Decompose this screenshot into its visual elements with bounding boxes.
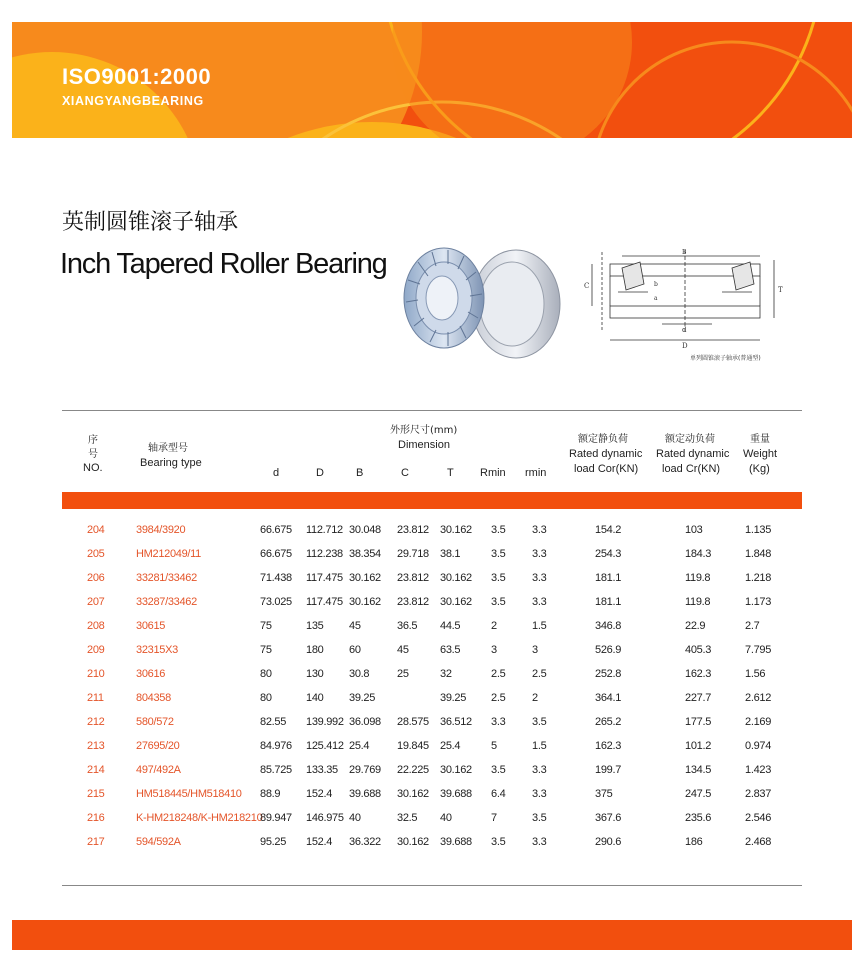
- cell-D: 152.4: [306, 836, 333, 848]
- cell-bearing-type: 32315X3: [136, 644, 178, 656]
- table-row: [0, 620, 854, 644]
- cell-rmin: 3.3: [532, 524, 547, 536]
- cell-no: 216: [87, 812, 105, 824]
- cell-T: 30.162: [440, 764, 472, 776]
- drawing-caption: 单列圆锥滚子轴承(普通型): [690, 355, 761, 362]
- cell-D: 152.4: [306, 788, 333, 800]
- cell-bearing-type: 3984/3920: [136, 524, 186, 536]
- cell-C: 30.162: [397, 788, 429, 800]
- cell-weight: 2.837: [745, 788, 772, 800]
- header-dynamic-load-en-2: load Cr(KN): [662, 463, 721, 475]
- cell-B: 30.162: [349, 596, 381, 608]
- table-row: [0, 740, 854, 764]
- drawing-label-D: D: [682, 342, 688, 350]
- bearing-photo: [398, 242, 564, 364]
- cell-T: 39.25: [440, 692, 467, 704]
- cell-C: 23.812: [397, 596, 429, 608]
- cell-B: 36.098: [349, 716, 381, 728]
- cell-B: 60: [349, 644, 361, 656]
- cell-no: 210: [87, 668, 105, 680]
- cell-no: 211: [87, 692, 104, 704]
- table-row: [0, 524, 854, 548]
- cell-B: 30.048: [349, 524, 381, 536]
- cell-no: 204: [87, 524, 105, 536]
- cell-T: 25.4: [440, 740, 461, 752]
- cell-C: 25: [397, 668, 409, 680]
- table-row: [0, 836, 854, 860]
- cell-d: 85.725: [260, 764, 292, 776]
- cell-dynamic-load: 134.5: [685, 764, 712, 776]
- cell-dynamic-load: 184.3: [685, 548, 712, 560]
- cell-rmin: 3.5: [532, 716, 547, 728]
- cell-no: 205: [87, 548, 105, 560]
- header-rmin: rmin: [525, 467, 547, 479]
- cell-B: 40: [349, 812, 361, 824]
- cell-d: 71.438: [260, 572, 292, 584]
- brand-company-name: XIANGYANGBEARING: [62, 94, 204, 108]
- cell-B: 45: [349, 620, 361, 632]
- cell-rmin: 3.3: [532, 788, 547, 800]
- cell-bearing-type: 497/492A: [136, 764, 181, 776]
- cell-rmin: 2.5: [532, 668, 547, 680]
- cell-Rmin: 3.5: [491, 524, 506, 536]
- cell-static-load: 290.6: [595, 836, 622, 848]
- cell-no: 207: [87, 596, 105, 608]
- table-bottom-rule: [62, 885, 802, 886]
- cell-Rmin: 3.5: [491, 596, 506, 608]
- cell-rmin: 3.3: [532, 572, 547, 584]
- cell-Rmin: 3: [491, 644, 497, 656]
- cell-T: 39.688: [440, 788, 472, 800]
- cell-weight: 2.468: [745, 836, 772, 848]
- cell-d: 82.55: [260, 716, 287, 728]
- table-row: [0, 596, 854, 620]
- header-weight-en-2: (Kg): [749, 463, 770, 475]
- cell-D: 139.992: [306, 716, 344, 728]
- header-static-load-en-2: load Cor(KN): [574, 463, 639, 475]
- cell-bearing-type: 804358: [136, 692, 171, 704]
- cell-D: 112.238: [306, 548, 343, 560]
- cell-weight: 1.423: [745, 764, 772, 776]
- cell-Rmin: 2.5: [491, 668, 506, 680]
- cell-C: 45: [397, 644, 409, 656]
- cell-rmin: 2: [532, 692, 538, 704]
- cell-d: 73.025: [260, 596, 292, 608]
- cell-B: 30.162: [349, 572, 381, 584]
- drawing-label-a: a: [654, 295, 658, 302]
- cell-Rmin: 3.5: [491, 572, 506, 584]
- header-type-cn: 轴承型号: [148, 443, 188, 454]
- cell-no: 215: [87, 788, 105, 800]
- table-row: [0, 764, 854, 788]
- cell-T: 63.5: [440, 644, 461, 656]
- header-D-outer: D: [316, 467, 324, 479]
- table-top-rule: [62, 410, 802, 411]
- cell-C: 23.812: [397, 572, 429, 584]
- table-header-bar: [62, 492, 802, 509]
- drawing-label-d: d: [682, 326, 687, 334]
- drawing-label-B: B: [682, 249, 687, 256]
- cell-bearing-type: 594/592A: [136, 836, 181, 848]
- cell-dynamic-load: 177.5: [685, 716, 712, 728]
- cell-dynamic-load: 22.9: [685, 620, 706, 632]
- cell-no: 208: [87, 620, 105, 632]
- cell-C: 19.845: [397, 740, 429, 752]
- cell-rmin: 3.3: [532, 836, 547, 848]
- table-row: [0, 548, 854, 572]
- cell-T: 40: [440, 812, 452, 824]
- header-type-en: Bearing type: [140, 457, 202, 469]
- cell-D: 130: [306, 668, 324, 680]
- brand-iso-label: ISO9001:2000: [62, 64, 212, 89]
- top-banner: [12, 22, 852, 138]
- cell-d: 89.947: [260, 812, 292, 824]
- cell-d: 88.9: [260, 788, 281, 800]
- header-no-cn-1: 序: [88, 435, 98, 446]
- cell-Rmin: 3.5: [491, 548, 506, 560]
- cell-T: 30.162: [440, 572, 472, 584]
- header-weight-cn: 重量: [750, 434, 770, 445]
- cell-Rmin: 2.5: [491, 692, 506, 704]
- drawing-label-b: b: [654, 281, 658, 288]
- cell-static-load: 154.2: [595, 524, 622, 536]
- header-no-en: NO.: [83, 462, 103, 474]
- cell-dynamic-load: 247.5: [685, 788, 712, 800]
- cell-static-load: 375: [595, 788, 613, 800]
- header-Rmin: Rmin: [480, 467, 506, 479]
- cell-C: 28.575: [397, 716, 429, 728]
- cell-no: 212: [87, 716, 105, 728]
- cell-bearing-type: 30615: [136, 620, 166, 632]
- cell-static-load: 252.8: [595, 668, 622, 680]
- cell-static-load: 181.1: [595, 596, 622, 608]
- cell-C: 36.5: [397, 620, 418, 632]
- cell-weight: 1.56: [745, 668, 766, 680]
- cell-D: 117.475: [306, 596, 343, 608]
- cell-bearing-type: HM518445/HM518410: [136, 788, 242, 800]
- cell-bearing-type: 33281/33462: [136, 572, 197, 584]
- header-dynamic-load-cn: 额定动负荷: [665, 434, 715, 445]
- cell-D: 180: [306, 644, 324, 656]
- cell-rmin: 3.3: [532, 548, 547, 560]
- bearing-table-body: [0, 524, 854, 860]
- cell-bearing-type: 27695/20: [136, 740, 180, 752]
- header-d: d: [273, 467, 280, 479]
- table-row: [0, 692, 854, 716]
- drawing-label-C: C: [584, 282, 590, 290]
- cell-weight: 0.974: [745, 740, 772, 752]
- cell-D: 140: [306, 692, 324, 704]
- cell-d: 75: [260, 644, 272, 656]
- drawing-label-T: T: [778, 286, 783, 294]
- cell-C: 23.812: [397, 524, 429, 536]
- cell-rmin: 1.5: [532, 740, 547, 752]
- cell-no: 214: [87, 764, 105, 776]
- table-row: [0, 812, 854, 836]
- cell-B: 38.354: [349, 548, 381, 560]
- header-static-load-cn: 额定静负荷: [578, 434, 628, 445]
- cell-weight: 2.169: [745, 716, 772, 728]
- header-no-cn-2: 号: [88, 449, 98, 460]
- cell-static-load: 181.1: [595, 572, 622, 584]
- header-C: C: [401, 467, 409, 479]
- header-dimension-en: Dimension: [398, 439, 450, 451]
- cell-weight: 1.135: [745, 524, 772, 536]
- cell-weight: 1.218: [745, 572, 772, 584]
- cell-rmin: 3.5: [532, 812, 547, 824]
- cell-C: 32.5: [397, 812, 418, 824]
- cell-weight: 2.7: [745, 620, 760, 632]
- cell-static-load: 199.7: [595, 764, 622, 776]
- table-row: [0, 788, 854, 812]
- cell-dynamic-load: 235.6: [685, 812, 712, 824]
- cell-Rmin: 5: [491, 740, 497, 752]
- header-B: B: [356, 467, 364, 479]
- cell-no: 213: [87, 740, 105, 752]
- cell-dynamic-load: 227.7: [685, 692, 712, 704]
- cell-Rmin: 6.4: [491, 788, 506, 800]
- cell-D: 112.712: [306, 524, 343, 536]
- cell-B: 29.769: [349, 764, 381, 776]
- cell-d: 95.25: [260, 836, 287, 848]
- cell-dynamic-load: 103: [685, 524, 703, 536]
- cell-weight: 2.612: [745, 692, 772, 704]
- cell-T: 44.5: [440, 620, 461, 632]
- cell-T: 39.688: [440, 836, 472, 848]
- header-weight-en-1: Weight: [743, 448, 778, 460]
- cell-Rmin: 2: [491, 620, 497, 632]
- cell-d: 75: [260, 620, 272, 632]
- title-chinese: 英制圆锥滚子轴承: [62, 210, 239, 235]
- cell-weight: 2.546: [745, 812, 772, 824]
- cell-dynamic-load: 186: [685, 836, 703, 848]
- cell-B: 36.322: [349, 836, 381, 848]
- cell-static-load: 254.3: [595, 548, 622, 560]
- cell-Rmin: 3.5: [491, 836, 506, 848]
- cell-T: 30.162: [440, 596, 472, 608]
- header-T: T: [447, 467, 454, 479]
- cell-dynamic-load: 119.8: [685, 572, 711, 584]
- cell-Rmin: 3.3: [491, 716, 506, 728]
- cell-B: 25.4: [349, 740, 370, 752]
- cell-weight: 7.795: [745, 644, 772, 656]
- cell-D: 125.412: [306, 740, 344, 752]
- cell-d: 80: [260, 692, 272, 704]
- header-dimension-cn: 外形尺寸(mm): [390, 425, 458, 436]
- cell-B: 39.688: [349, 788, 381, 800]
- cell-weight: 1.173: [745, 596, 772, 608]
- cell-static-load: 364.1: [595, 692, 622, 704]
- cell-T: 32: [440, 668, 452, 680]
- cell-no: 209: [87, 644, 105, 656]
- cell-D: 133.35: [306, 764, 338, 776]
- cell-D: 135: [306, 620, 324, 632]
- header-static-load-en-1: Rated dynamic: [569, 448, 643, 460]
- table-row: [0, 572, 854, 596]
- cell-dynamic-load: 119.8: [685, 596, 711, 608]
- cell-B: 30.8: [349, 668, 370, 680]
- cell-bearing-type: 30616: [136, 668, 166, 680]
- cell-T: 36.512: [440, 716, 472, 728]
- table-row: [0, 668, 854, 692]
- table-row: [0, 644, 854, 668]
- cell-rmin: 1.5: [532, 620, 547, 632]
- header-dynamic-load-en-1: Rated dynamic: [656, 448, 730, 460]
- cell-weight: 1.848: [745, 548, 772, 560]
- cell-bearing-type: K-HM218248/K-HM218210: [136, 812, 263, 824]
- cell-d: 66.675: [260, 548, 292, 560]
- cell-static-load: 265.2: [595, 716, 622, 728]
- cell-d: 80: [260, 668, 272, 680]
- cell-static-load: 367.6: [595, 812, 622, 824]
- cell-D: 117.475: [306, 572, 343, 584]
- cell-dynamic-load: 405.3: [685, 644, 712, 656]
- cell-C: 30.162: [397, 836, 429, 848]
- title-english: Inch Tapered Roller Bearing: [60, 248, 387, 280]
- cell-Rmin: 3.5: [491, 764, 506, 776]
- cell-static-load: 162.3: [595, 740, 622, 752]
- footer-bar: [12, 920, 852, 950]
- cell-bearing-type: HM212049/11: [136, 548, 201, 560]
- cell-C: 29.718: [397, 548, 429, 560]
- cell-d: 66.675: [260, 524, 292, 536]
- cell-C: 22.225: [397, 764, 429, 776]
- cell-no: 217: [87, 836, 105, 848]
- cell-bearing-type: 33287/33462: [136, 596, 197, 608]
- cross-section-drawing: [582, 248, 788, 366]
- cell-rmin: 3: [532, 644, 538, 656]
- cell-static-load: 346.8: [595, 620, 622, 632]
- table-row: [0, 716, 854, 740]
- cell-rmin: 3.3: [532, 596, 547, 608]
- cell-T: 30.162: [440, 524, 472, 536]
- cell-no: 206: [87, 572, 105, 584]
- cell-static-load: 526.9: [595, 644, 622, 656]
- cell-dynamic-load: 162.3: [685, 668, 712, 680]
- cell-dynamic-load: 101.2: [685, 740, 712, 752]
- cell-B: 39.25: [349, 692, 376, 704]
- cell-rmin: 3.3: [532, 764, 547, 776]
- cell-D: 146.975: [306, 812, 344, 824]
- cell-T: 38.1: [440, 548, 461, 560]
- cell-d: 84.976: [260, 740, 292, 752]
- cell-Rmin: 7: [491, 812, 497, 824]
- cell-bearing-type: 580/572: [136, 716, 174, 728]
